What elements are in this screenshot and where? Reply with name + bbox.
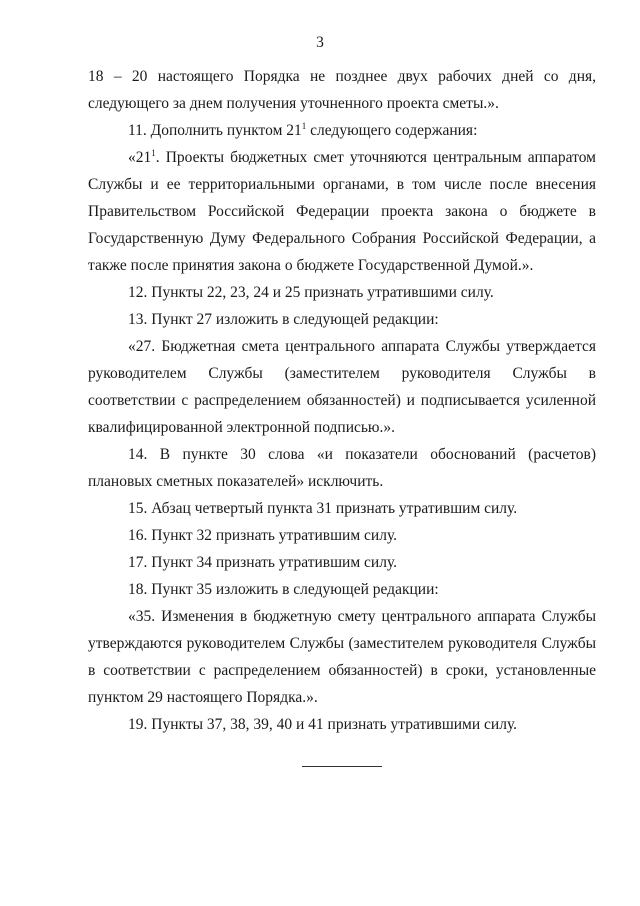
item-11-superscript: 1 xyxy=(301,120,307,131)
paragraph-item-15: 15. Абзац четвертый пункта 31 признать утратившим силу. xyxy=(128,500,518,517)
quote-21-1-text-start: «21 xyxy=(128,149,152,166)
paragraph-item-11 xyxy=(88,117,596,144)
paragraph-quote-27: «27. Бюджетная смета центрального аппарата Службы утверждается руководителем Службы (заместителем руководителя Службы в соответствии с распределением обязанностей) и подписывается усиленной квалифицированной электронной подписью.». xyxy=(88,338,596,436)
paragraph-item-18: 18. Пункт 35 изложить в следующей редакции: xyxy=(128,581,439,598)
paragraph-quote-35: «35. Изменения в бюджетную смету центрального аппарата Службы утверждаются руководителем Службы (заместителем руководителя Службы в соответствии с распределением обязанностей) в сроки, установленные пунктом 29 настоящего Порядка.». xyxy=(88,608,596,706)
paragraph-item-14: 14. В пункте 30 слова «и показатели обоснований (расчетов) плановых сметных показателей» исключить. xyxy=(88,446,596,490)
item-11-text-end: следующего содержания: xyxy=(306,122,478,139)
paragraph-item-16: 16. Пункт 32 признать утратившим силу. xyxy=(128,527,398,544)
quote-21-1-superscript: 1 xyxy=(151,147,156,158)
item-11-text-start: 11. Дополнить пунктом 21 xyxy=(128,122,302,139)
closing-divider-line xyxy=(302,766,382,767)
page-number: 3 xyxy=(316,34,324,51)
paragraph-item-12: 12. Пункты 22, 23, 24 и 25 признать утратившими силу. xyxy=(128,284,494,301)
quote-21-1-text-end: . Проекты бюджетных смет уточняются центральным аппаратом Службы и ее территориальными органами, в том числе после внесения Правительством Российской Федерации проекта закона о бюджете в Государственную Думу Федерального Собрания Российской Федерации, а также после принятия закона о бюджете Государственной Думой.». xyxy=(88,149,596,274)
paragraph-item-13: 13. Пункт 27 изложить в следующей редакции: xyxy=(128,311,439,328)
paragraph-item-19: 19. Пункты 37, 38, 39, 40 и 41 признать утратившими силу. xyxy=(128,716,518,733)
document-body xyxy=(88,63,596,738)
paragraph-continuation: 18 – 20 настоящего Порядка не позднее двух рабочих дней со дня, следующего за днем получения уточненного проекта сметы.». xyxy=(88,68,596,112)
paragraph-quote-21-1 xyxy=(88,144,596,279)
paragraph-item-17: 17. Пункт 34 признать утратившим силу. xyxy=(128,554,398,571)
